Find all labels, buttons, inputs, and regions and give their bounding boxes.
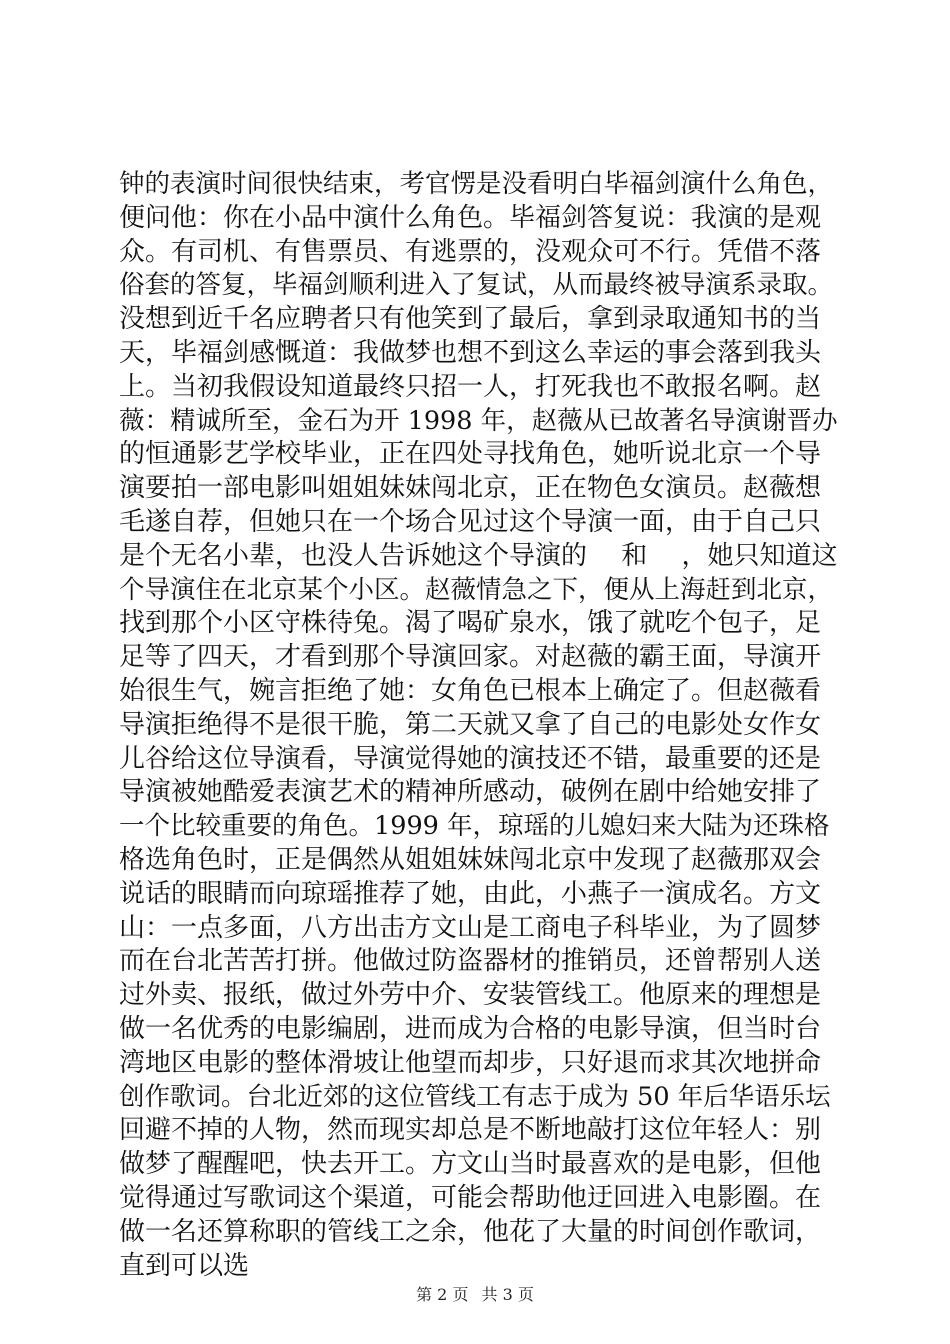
text-line: 山：一点多面，八方出击方文山是工商电子科毕业，为了圆梦 bbox=[119, 912, 822, 943]
text-line: 直到可以选 bbox=[119, 1250, 250, 1281]
page-number: 第 2 页 bbox=[416, 1285, 469, 1304]
text-line: 便问他：你在小品中演什么角色。毕福剑答复说：我演的是观 bbox=[119, 202, 822, 233]
text-line: 一个比较重要的角色。1999 年，琼瑶的儿媳妇来大陆为还珠格 bbox=[119, 811, 830, 842]
text-line: 过外卖、报纸，做过外劳中介、安装管线工。他原来的理想是 bbox=[119, 980, 822, 1011]
text-line: 上。当初我假设知道最终只招一人，打死我也不敢报名啊。赵 bbox=[119, 371, 822, 402]
text-line: 俗套的答复，毕福剑顺利进入了复试，从而最终被导演系录取。 bbox=[119, 270, 834, 301]
text-line: 创作歌词。台北近郊的这位管线工有志于成为 50 年后华语乐坛 bbox=[119, 1081, 831, 1112]
text-line: 觉得通过写歌词这个渠道，可能会帮助他迂回进入电影圈。在 bbox=[119, 1182, 822, 1213]
text-line: 湾地区电影的整体滑坡让他望而却步，只好退而求其次地拼命 bbox=[119, 1047, 822, 1078]
text-line: 是个无名小辈，也没人告诉她这个导演的 和 ，她只知道这 bbox=[119, 540, 838, 571]
text-line: 做一名还算称职的管线工之余，他花了大量的时间创作歌词， bbox=[119, 1216, 822, 1247]
text-line: 格选角色时，正是偶然从姐姐妹妹闯北京中发现了赵薇那双会 bbox=[119, 844, 822, 875]
text-line: 钟的表演时间很快结束，考官愣是没看明白毕福剑演什么角色， bbox=[119, 169, 834, 199]
page-footer bbox=[0, 1285, 950, 1305]
text-line: 个导演住在北京某个小区。赵薇情急之下，便从上海赶到北京， bbox=[119, 574, 834, 605]
text-line: 始很生气，婉言拒绝了她：女角色已根本上确定了。但赵薇看 bbox=[119, 675, 822, 706]
text-line: 找到那个小区守株待兔。渴了喝矿泉水，饿了就吃个包子，足 bbox=[119, 608, 822, 639]
text-line: 众。有司机、有售票员、有逃票的，没观众可不行。凭借不落 bbox=[119, 236, 822, 267]
text-line: 演要拍一部电影叫姐姐妹妹闯北京，正在物色女演员。赵薇想 bbox=[119, 473, 822, 504]
text-line: 毛遂自荐，但她只在一个场合见过这个导演一面，由于自己只 bbox=[119, 506, 822, 537]
text-line: 天，毕福剑感慨道：我做梦也想不到这么幸运的事会落到我头 bbox=[119, 337, 822, 368]
text-line: 的恒通影艺学校毕业，正在四处寻找角色，她听说北京一个导 bbox=[119, 439, 822, 470]
text-line: 儿谷给这位导演看，导演觉得她的演技还不错，最重要的还是 bbox=[119, 743, 822, 774]
text-line: 薇：精诚所至，金石为开 1998 年，赵薇从已故著名导演谢晋办 bbox=[119, 405, 838, 436]
body-text bbox=[119, 168, 841, 1283]
text-line: 做梦了醒醒吧，快去开工。方文山当时最喜欢的是电影，但他 bbox=[119, 1149, 822, 1180]
text-line: 而在台北苦苦打拼。他做过防盗器材的推销员，还曾帮别人送 bbox=[119, 946, 822, 977]
text-line: 导演拒绝得不是很干脆，第二天就又拿了自己的电影处女作女 bbox=[119, 709, 822, 740]
text-line: 没想到近千名应聘者只有他笑到了最后，拿到录取通知书的当 bbox=[119, 304, 822, 335]
text-line: 做一名优秀的电影编剧，进而成为合格的电影导演，但当时台 bbox=[119, 1013, 822, 1044]
text-line: 说话的眼睛而向琼瑶推荐了她，由此，小燕子一演成名。方文 bbox=[119, 878, 822, 909]
text-line: 足等了四天，才看到那个导演回家。对赵薇的霸王面，导演开 bbox=[119, 642, 822, 673]
text-line: 回避不掉的人物，然而现实却总是不断地敲打这位年轻人：别 bbox=[119, 1115, 822, 1146]
text-line: 导演被她酷爱表演艺术的精神所感动，破例在剧中给她安排了 bbox=[119, 777, 822, 808]
page-total: 共 3 页 bbox=[481, 1285, 534, 1304]
